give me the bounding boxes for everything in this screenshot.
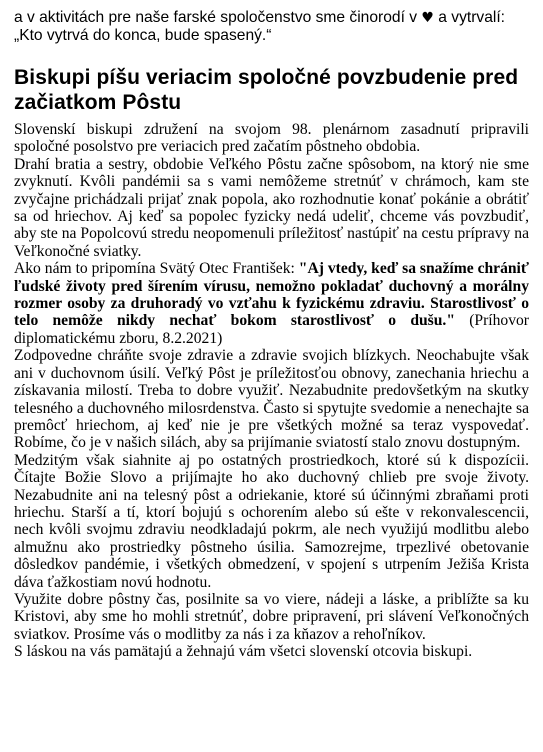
paragraph-health: Zodpovedne chráňte svoje zdravie a zdravie svojich blízkych. Neochabujte však ani v duchovnom úsilí. Veľký Pôst je príležitosťou obnovy, zanechania hriechu a získavania milostí. Treba to dobre využiť. Nezabudnite predovšetkým na skutky telesného a duchovného milosrdenstva. Často si spytujte svedomie a nenechajte sa premôcť hriechom, aj keď nie je pre všetkých možné sa teraz vyspovedať. Robíme, čo je v našich silách, aby sa prijímanie sviatostí stalo znovu dostupným. [14, 347, 529, 452]
intro-text-end: a vytrvalí: [433, 9, 505, 26]
intro-motto: „Kto vytrvá do konca, bude spasený.“ [14, 27, 272, 44]
heart-icon: ♥ [421, 10, 434, 26]
pope-quote: "Aj vtedy, keď sa snažíme chrániť ľudské životy pred šírením vírusu, nemožno pokladať duchovný a morálny rozmer osoby za druhoradý vo vzťahu k fyzickému zdraviu. Starostlivosť o telo nemôže nikdy nechať bokom starostlivosť o dušu." [14, 260, 530, 330]
paragraph-announcement: Slovenskí biskupi združení na svojom 98. plenárnom zasadnutí pripravili spoločné posolstvo pre veriacich pred začatím pôstneho obdobia. [14, 121, 529, 156]
paragraph-means: Medzitým však siahnite aj po ostatných prostriedkoch, ktoré sú k dispozícii. Čítajte Božie Slovo a prijímajte ho ako duchovný chlieb pre svoje životy. Nezabudnite ani na telesný pôst a odriekanie, ktoré sú účinnými zbraňami proti hriechu. Starší a tí, ktorí bojujú s ochorením alebo sú ešte v rekonvalescencii, nech kvôli svojmu zdraviu neodkladajú pokrm, ale nech využijú modlitbu alebo almužnu ako prostriedky pôstneho úsilia. Samozrejme, trpezlivé obetovanie dôsledkov pandémie, i všetkých obmedzení, v spojení s utrpením Ježiša Krista dáva ťažkostiam novú hodnotu. [14, 451, 529, 591]
quote-source: (Príhovor diplomatickému zboru, 8.2.2021) [14, 312, 529, 347]
quote-intro: Ako nám to pripomína Svätý Otec František: [14, 260, 299, 278]
article-title: Biskupi píšu veriacim spoločné povzbudenie pred začiatkom Pôstu [14, 66, 519, 114]
article-body [14, 121, 529, 661]
paragraph-greeting: Drahí bratia a sestry, obdobie Veľkého Pôstu začne spôsobom, na ktorý nie sme zvyknutí. Kvôli pandémii sa s vami nemôžeme stretnúť v chrámoch, kam ste zvyčajne prichádzali prijať znak popola, ako rozhodnutie konať pokánie a obrátiť sa od hriechov. Aj keď sa popolec fyzicky nedá udeliť, chceme vás povzbudiť, aby ste na Popolcovú stredu neopomenuli príležitosť nastúpiť na cestu prípravy na Veľkonočné sviatky. [14, 155, 529, 260]
paragraph-lent: Využite dobre pôstny čas, posilnite sa vo viere, nádeji a láske, a priblížte sa ku Kristovi, aby sme ho mohli stretnúť, dobre pripravení, pri slávení Veľkonočných sviatkov. Prosíme vás o modlitby za nás i za kňazov a rehoľníkov. [14, 590, 529, 643]
intro-text [14, 9, 529, 45]
intro-text-start: a v aktivitách pre naše farské spoločenstvo sme činorodí v [14, 9, 422, 26]
paragraph-closing: S láskou na vás pamätajú a žehnajú vám všetci slovenskí otcovia biskupi. [14, 643, 473, 661]
paragraph-pope-quote [14, 260, 529, 347]
